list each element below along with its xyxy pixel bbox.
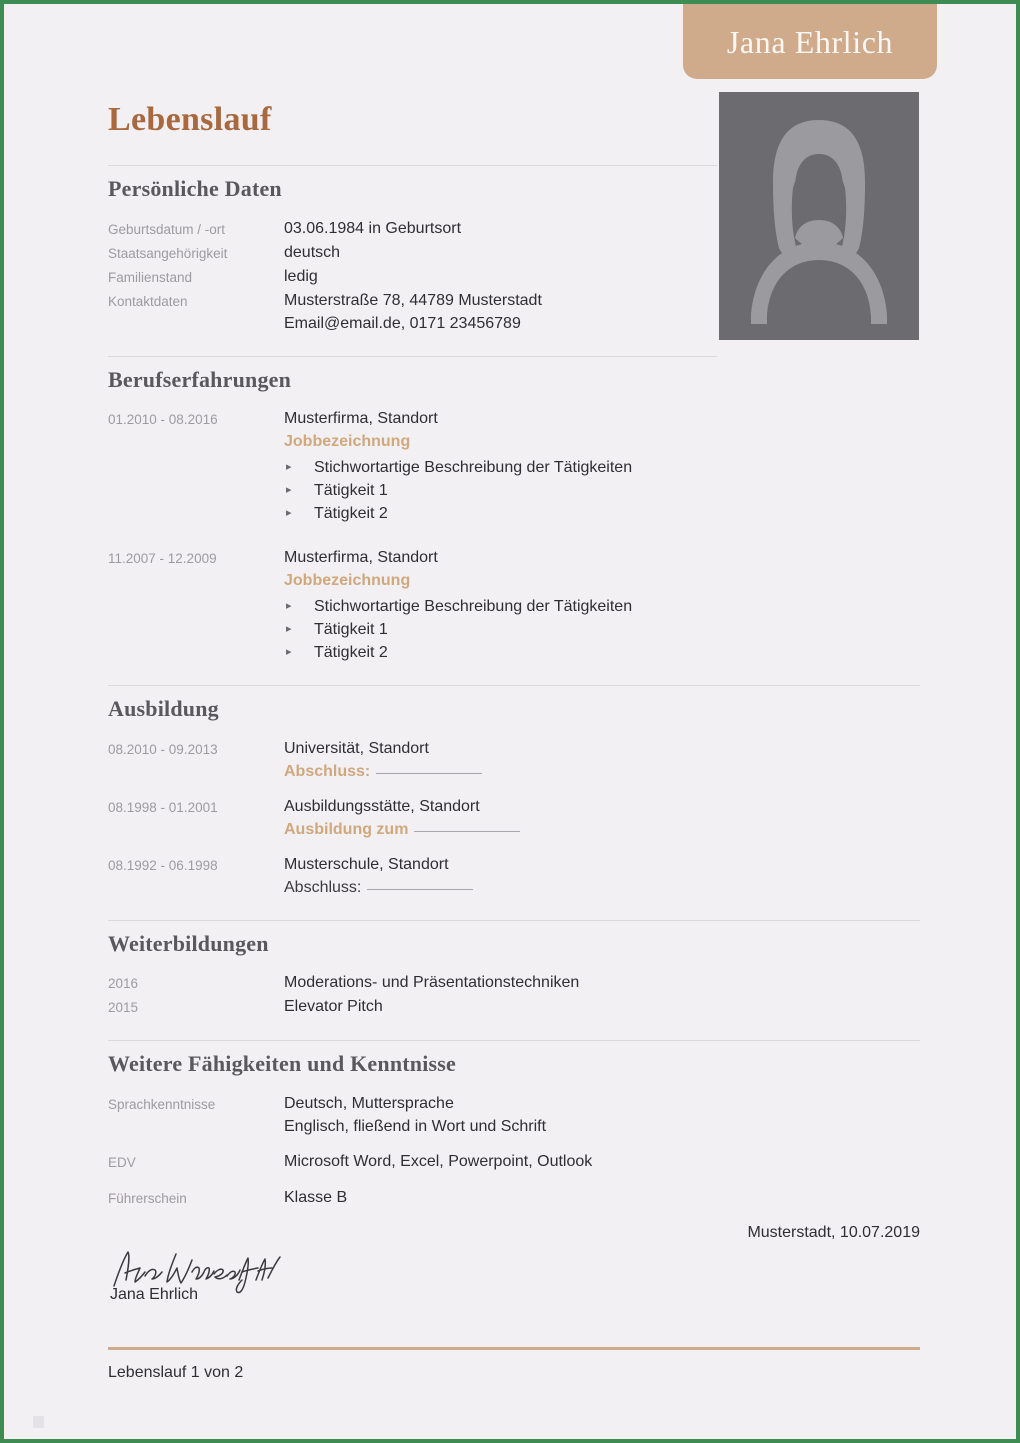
row-value — [284, 217, 920, 240]
row-label: Staatsangehörigkeit — [108, 245, 228, 261]
section-heading-training: Weiterbildungen — [108, 930, 269, 956]
row-label: Familienstand — [108, 269, 193, 285]
experience-entry — [108, 407, 920, 525]
value-line: 03.06.1984 in Geburtsort — [284, 219, 462, 237]
spacer — [108, 1174, 920, 1186]
value-line: Email@email.de, 0171 23456789 — [284, 314, 521, 332]
spacer — [108, 899, 920, 920]
spacer — [108, 525, 920, 546]
duty-text: Stichwortartige Beschreibung der Tätigkeiten — [314, 459, 633, 477]
training-entry — [108, 995, 920, 1019]
spacer — [108, 1138, 920, 1150]
section-heading-skills: Weitere Fähigkeiten und Kenntnisse — [108, 1051, 457, 1077]
triangle-right-bullet-icon: ▸ — [286, 507, 292, 520]
entry-period: 08.1992 - 06.1998 — [108, 857, 218, 873]
entry-degree-label — [284, 760, 920, 783]
list-item — [284, 641, 920, 664]
education-entry — [108, 737, 920, 783]
value-line: ledig — [284, 267, 318, 285]
duty-text: Tätigkeit 2 — [314, 505, 388, 523]
entry-institution: Ausbildungsstätte, Standort — [284, 797, 480, 815]
duty-text: Stichwortartige Beschreibung der Tätigkeiten — [314, 598, 633, 616]
entry-period: 08.1998 - 01.2001 — [108, 799, 218, 815]
spacer — [108, 1019, 920, 1040]
degree-blank-line — [414, 819, 520, 832]
entry-employer: Musterfirma, Standort — [284, 549, 438, 567]
signature-block — [108, 1224, 920, 1320]
footer-page-label: Lebenslauf 1 von 2 — [108, 1364, 244, 1381]
section-divider-training — [108, 920, 920, 921]
entry-body — [284, 795, 920, 841]
list-item — [284, 595, 920, 618]
value-line: Microsoft Word, Excel, Powerpoint, Outlook — [284, 1152, 593, 1170]
row-value — [284, 265, 920, 288]
table-row — [108, 1150, 920, 1174]
experience-entry — [108, 546, 920, 664]
row-value — [284, 1186, 920, 1209]
row-value — [284, 1150, 920, 1173]
training-list — [108, 971, 920, 1019]
entry-period: 11.2007 - 12.2009 — [108, 551, 217, 567]
page-title: Lebenslauf — [108, 101, 272, 138]
entry-body — [284, 853, 920, 899]
entry-body — [284, 737, 920, 783]
triangle-right-bullet-icon: ▸ — [286, 600, 292, 613]
table-row — [108, 241, 920, 265]
row-label: Führerschein — [108, 1190, 187, 1206]
table-row — [108, 1186, 920, 1210]
list-item — [284, 618, 920, 641]
scan-artifact — [33, 1416, 44, 1428]
education-entry — [108, 853, 920, 899]
value-line: Klasse B — [284, 1188, 348, 1206]
value-line: Musterstraße 78, 44789 Musterstadt — [284, 291, 542, 309]
footer-divider — [108, 1347, 920, 1350]
duty-text: Tätigkeit 2 — [314, 644, 388, 662]
duty-text: Tätigkeit 1 — [314, 621, 388, 639]
table-row — [108, 217, 920, 241]
value-line: Deutsch, Muttersprache — [284, 1094, 454, 1112]
list-item — [284, 456, 920, 479]
row-value — [284, 1092, 920, 1138]
degree-blank-line — [367, 877, 473, 890]
signature-printed-name: Jana Ehrlich — [110, 1285, 199, 1303]
section-divider-experience — [108, 356, 717, 357]
list-item — [284, 479, 920, 502]
entry-institution: Universität, Standort — [284, 739, 429, 757]
entry-year: 2015 — [108, 1000, 139, 1016]
section-divider-education — [108, 685, 920, 686]
degree-blank-line — [376, 761, 482, 774]
section-heading-education: Ausbildung — [108, 696, 219, 722]
entry-job-title: Jobbezeichnung — [284, 433, 411, 451]
entry-period: 08.2010 - 09.2013 — [108, 741, 218, 757]
training-entry — [108, 971, 920, 995]
list-item — [284, 502, 920, 525]
entry-body — [284, 546, 920, 664]
entry-employer: Musterfirma, Standort — [284, 410, 438, 428]
education-entry — [108, 795, 920, 841]
entry-period: 01.2010 - 08.2016 — [108, 412, 218, 428]
row-value — [284, 241, 920, 264]
table-row — [108, 265, 920, 289]
value-line: Englisch, fließend in Wort und Schrift — [284, 1117, 547, 1135]
row-label: Geburtsdatum / -ort — [108, 221, 226, 237]
duties-list — [284, 456, 920, 525]
entry-institution: Musterschule, Standort — [284, 855, 449, 873]
experience-list — [108, 407, 920, 664]
duty-text: Tätigkeit 1 — [314, 482, 388, 500]
row-label: Sprachkenntnisse — [108, 1096, 216, 1112]
table-row — [108, 289, 920, 335]
table-row — [108, 1092, 920, 1138]
degree-label-text: Ausbildung zum — [284, 820, 409, 838]
triangle-right-bullet-icon: ▸ — [286, 484, 292, 497]
page-footer — [108, 1347, 920, 1382]
row-label: EDV — [108, 1154, 136, 1170]
entry-body — [284, 407, 920, 525]
spacer — [108, 783, 920, 795]
entry-year: 2016 — [108, 976, 139, 992]
degree-label-text: Abschluss: — [284, 878, 362, 896]
personal-data-table — [108, 217, 920, 335]
entry-name: Elevator Pitch — [284, 998, 383, 1016]
resume-content — [108, 100, 920, 1320]
entry-job-title: Jobbezeichnung — [284, 572, 411, 590]
entry-name: Moderations- und Präsentationstechniken — [284, 974, 580, 992]
spacer — [108, 335, 920, 356]
name-badge — [683, 4, 937, 79]
entry-degree-label — [284, 818, 920, 841]
section-heading-personal: Persönliche Daten — [108, 176, 282, 202]
skills-table — [108, 1092, 920, 1210]
degree-label-text: Abschluss: — [284, 762, 371, 780]
section-divider-personal — [108, 165, 717, 166]
triangle-right-bullet-icon: ▸ — [286, 461, 292, 474]
row-label: Kontaktdaten — [108, 293, 188, 309]
place-and-date: Musterstadt, 10.07.2019 — [747, 1223, 920, 1241]
spacer — [108, 664, 920, 685]
entry-degree-label — [284, 876, 920, 899]
value-line: deutsch — [284, 243, 341, 261]
spacer — [108, 841, 920, 853]
name-badge-text: Jana Ehrlich — [726, 23, 894, 60]
section-divider-skills — [108, 1040, 920, 1041]
triangle-right-bullet-icon: ▸ — [286, 623, 292, 636]
row-value — [284, 289, 920, 335]
section-heading-experience: Berufserfahrungen — [108, 366, 292, 392]
education-list — [108, 737, 920, 899]
duties-list — [284, 595, 920, 664]
triangle-right-bullet-icon: ▸ — [286, 646, 292, 659]
